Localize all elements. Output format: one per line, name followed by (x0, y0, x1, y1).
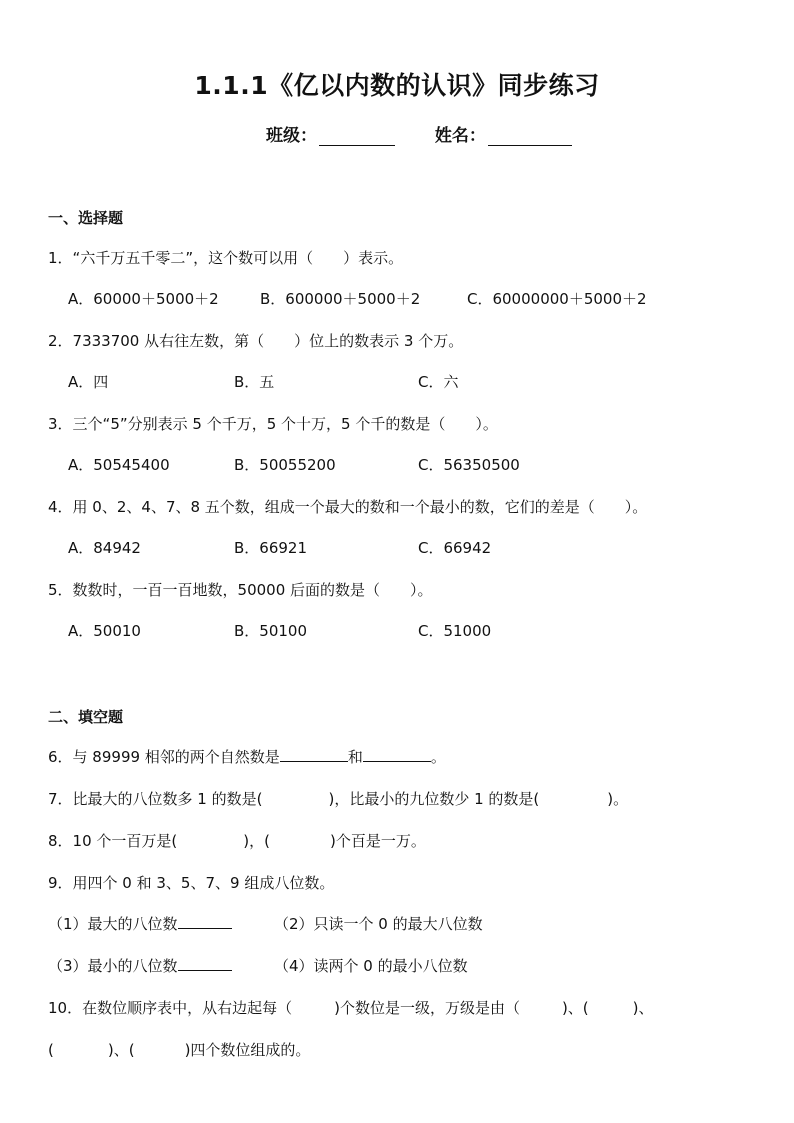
q10-text-e: ( (48, 1041, 54, 1059)
q8-text-c: )个百是一万。 (329, 832, 426, 850)
q10-text-c: )、( (561, 999, 589, 1017)
q6-text-a: 6．与 89999 相邻的两个自然数是 (48, 748, 280, 766)
q7-text-c: )。 (607, 790, 629, 808)
q10-text-b: )个数位是一级，万级是由（ (334, 999, 520, 1017)
q6-blank-2[interactable] (363, 747, 431, 762)
q10-text-g: )四个数位组成的。 (184, 1041, 311, 1059)
q9-part-1 (48, 914, 232, 934)
student-info (266, 121, 572, 146)
section-choice-heading: 一、选择题 (48, 209, 124, 227)
question-6 (48, 747, 446, 767)
q10-text-a: 10．在数位顺序表中，从右边起每（ (48, 999, 293, 1017)
q1-option-c: C．60000000＋5000＋2 (467, 290, 647, 308)
q9-part-2: （2）只读一个 0 的最大八位数 (274, 915, 483, 933)
q9-part-3-label: （3）最小的八位数 (48, 957, 178, 975)
q4-option-a: A．84942 (68, 539, 141, 557)
question-10-continued (48, 1040, 310, 1060)
q6-text-c: 。 (430, 748, 446, 766)
q8-text-a: 8．10 个一百万是( (48, 832, 178, 850)
q9-part-4: （4）读两个 0 的最小八位数 (274, 957, 468, 975)
q7-text-a: 7．比最大的八位数多 1 的数是( (48, 790, 263, 808)
q1-option-b: B．600000＋5000＋2 (260, 290, 421, 308)
name-blank[interactable] (488, 129, 572, 146)
q1-option-a: A．60000＋5000＋2 (68, 290, 219, 308)
question-5: 5．数数时，一百一百地数，50000 后面的数是（ ）。 (48, 581, 433, 599)
q2-option-a: A．四 (68, 373, 109, 391)
question-8 (48, 831, 426, 851)
q9-part-1-label: （1）最大的八位数 (48, 915, 178, 933)
q5-option-a: A．50010 (68, 622, 141, 640)
q6-text-b: 和 (347, 748, 363, 766)
name-label: 姓名： (434, 126, 486, 146)
q9-part-3-blank[interactable] (178, 956, 232, 971)
question-3: 3．三个“5”分别表示 5 个千万，5 个十万，5 个千的数是（ ）。 (48, 415, 498, 433)
question-1: 1．“六千万五千零二”，这个数可以用（ ）表示。 (48, 249, 404, 267)
question-4: 4．用 0、2、4、7、8 五个数，组成一个最大的数和一个最小的数，它们的差是（ ）。 (48, 498, 648, 516)
q4-option-b: B．66921 (234, 539, 308, 557)
q3-option-c: C．56350500 (418, 456, 520, 474)
question-7 (48, 789, 628, 809)
q5-option-b: B．50100 (234, 622, 308, 640)
q8-text-b: )，( (243, 832, 270, 850)
q7-text-b: )，比最小的九位数少 1 的数是( (328, 790, 540, 808)
question-10 (48, 998, 654, 1018)
question-9: 9．用四个 0 和 3、5、7、9 组成八位数。 (48, 874, 335, 892)
q10-text-f: )、( (107, 1041, 135, 1059)
q10-text-d: )、 (632, 999, 654, 1017)
q9-part-1-blank[interactable] (178, 914, 232, 929)
q9-part-3 (48, 956, 232, 976)
class-field (266, 121, 395, 146)
q6-blank-1[interactable] (280, 747, 348, 762)
q5-option-c: C．51000 (418, 622, 492, 640)
q2-option-c: C．六 (418, 373, 459, 391)
section-fill-heading: 二、填空题 (48, 708, 124, 726)
question-2: 2．7333700 从右往左数，第（ ）位上的数表示 3 个万。 (48, 332, 464, 350)
q4-option-c: C．66942 (418, 539, 492, 557)
name-field (435, 121, 572, 146)
q2-option-b: B．五 (234, 373, 275, 391)
q3-option-b: B．50055200 (234, 456, 336, 474)
q3-option-a: A．50545400 (68, 456, 170, 474)
page-title: 1.1.1《亿以内数的认识》同步练习 (194, 71, 600, 100)
class-label: 班级： (266, 126, 317, 146)
class-blank[interactable] (319, 129, 395, 146)
